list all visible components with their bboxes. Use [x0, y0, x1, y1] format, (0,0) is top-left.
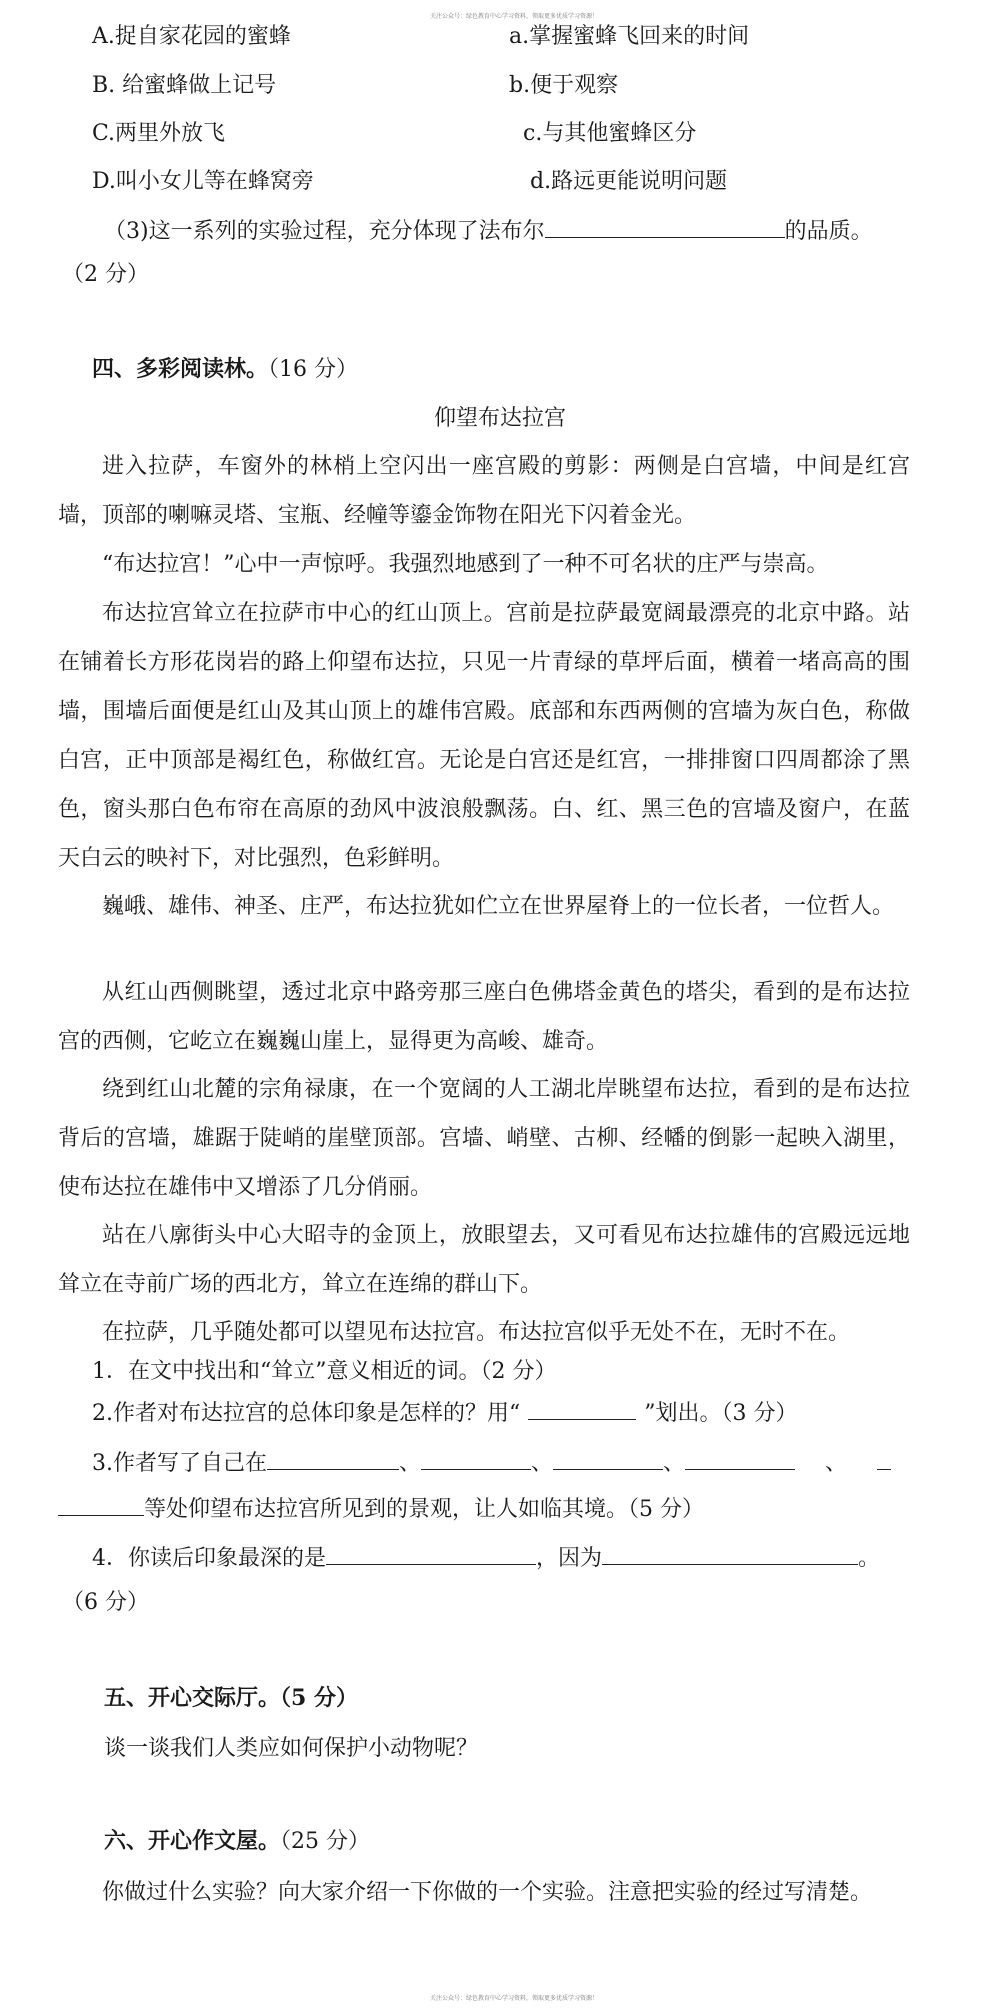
quality-question-score: （2 分） — [62, 262, 149, 287]
match-right-item: c.与其他蜜蜂区分 — [523, 121, 697, 146]
reading-paragraph: “布达拉宫！”心中一声惊呼。我强烈地感到了一种不可名状的庄严与崇高。 — [102, 552, 829, 577]
separator: 、 — [825, 1451, 848, 1476]
reading-paragraph: 在拉萨，几乎随处都可以望见布达拉宫。布达拉宫似乎无处不在，无时不在。 — [102, 1320, 851, 1345]
question-3-text: 3.作者写了自己在 — [92, 1451, 267, 1476]
section6-score: （25 分） — [280, 1829, 371, 1854]
section4-heading-text: 四、多彩阅读林。 — [92, 356, 269, 382]
question-4 — [92, 1542, 880, 1574]
section5-question: 谈一谈我们人类应如何保护小动物呢？ — [104, 1736, 479, 1761]
answer-blank[interactable] — [326, 1542, 536, 1565]
question-1: 1．在文中找出和“耸立”意义相近的词。（2 分） — [92, 1359, 557, 1384]
quality-question-end: 的品质。 — [784, 219, 873, 244]
match-left-item: B. 给蜜蜂做上记号 — [92, 73, 277, 98]
top-watermark: 关注公众号：绿色教育中心学习资料，领取更多优质学习资源！ — [430, 13, 599, 20]
match-right-item: d.路远更能说明问题 — [530, 169, 728, 194]
question-3-cont — [58, 1493, 704, 1525]
answer-blank[interactable] — [58, 1493, 144, 1516]
answer-blank[interactable] — [685, 1447, 795, 1470]
question-4-mid: ，因为 — [536, 1546, 603, 1571]
answer-blank[interactable] — [528, 1397, 636, 1420]
answer-blank[interactable] — [602, 1542, 858, 1565]
answer-blank[interactable] — [553, 1447, 663, 1470]
match-right-item: b.便于观察 — [509, 73, 619, 98]
quality-question-text: （3)这一系列的实验过程，充分体现了法布尔 — [104, 219, 545, 244]
reading-paragraph: 绕到红山北麓的宗角禄康，在一个宽阔的人工湖北岸眺望布达拉，看到的是布达拉背后的宫墙，雄踞于陡峭的崖壁顶部。宫墙、峭壁、古柳、经幡的倒影一起映入湖里，使布达拉在雄伟中又增添了几分俏丽。 — [58, 1077, 910, 1200]
reading-paragraph: 从红山西侧眺望，透过北京中路旁那三座白色佛塔金黄色的塔尖，看到的是布达拉宫的西侧，它屹立在巍巍山崖上，显得更为高峻、雄奇。 — [58, 980, 910, 1054]
answer-blank[interactable] — [421, 1447, 531, 1470]
separator: 、 — [663, 1451, 686, 1476]
match-right-item: a.掌握蜜蜂飞回来的时间 — [509, 24, 750, 49]
question-4-text: 4．你读后印象最深的是 — [92, 1546, 326, 1571]
bottom-watermark: 关注公众号：绿色教育中心学习资料，领取更多优质学习资源！ — [430, 1995, 599, 2002]
quality-question — [104, 215, 873, 247]
section4-score: （16 分） — [268, 357, 359, 382]
question-4-end: 。 — [858, 1546, 881, 1571]
separator: 、 — [531, 1451, 554, 1476]
section6-heading-text: 六、开心作文屋。 — [104, 1828, 281, 1854]
question-3 — [92, 1447, 891, 1479]
reading-paragraph: 站在八廓街头中心大昭寺的金顶上，放眼望去，又可看见布达拉雄伟的宫殿远远地耸立在寺前广场的西北方，耸立在连绵的群山下。 — [58, 1223, 910, 1297]
section4-heading — [92, 354, 358, 385]
match-left-item: A.捉自家花园的蜜蜂 — [92, 24, 291, 49]
reading-title: 仰望布达拉宫 — [434, 406, 567, 431]
answer-blank[interactable] — [545, 215, 785, 238]
reading-paragraph: 进入拉萨，车窗外的林梢上空闪出一座宫殿的剪影：两侧是白宫墙，中间是红宫墙，顶部的喇嘛灵塔、宝瓶、经幢等鎏金饰物在阳光下闪着金光。 — [58, 454, 910, 528]
separator: 、 — [399, 1451, 422, 1476]
reading-paragraph: 巍峨、雄伟、神圣、庄严，布达拉犹如伫立在世界屋脊上的一位长者，一位哲人。 — [102, 894, 895, 919]
match-left-item: C.两里外放飞 — [92, 121, 226, 146]
match-left-item: D.叫小女儿等在蜂窝旁 — [92, 169, 314, 194]
answer-blank[interactable] — [267, 1447, 399, 1470]
question-3-end: 等处仰望布达拉宫所见到的景观，让人如临其境。（5 分） — [144, 1497, 704, 1522]
question-4-score: （6 分） — [62, 1590, 149, 1615]
section5-heading: 五、开心交际厅。（5 分） — [104, 1685, 358, 1711]
answer-blank[interactable] — [877, 1447, 891, 1470]
section6-heading — [104, 1826, 370, 1857]
question-2-text: 2.作者对布达拉宫的总体印象是怎样的？用“ — [92, 1401, 521, 1426]
reading-paragraph: 布达拉宫耸立在拉萨市中心的红山顶上。宫前是拉萨最宽阔最漂亮的北京中路。站在铺着长方形花岗岩的路上仰望布达拉，只见一片青绿的草坪后面，横着一堵高高的围墙，围墙后面便是红山及其山顶上的雄伟宫殿。底部和东西两侧的宫墙为灰白色，称做白宫，正中顶部是褐红色，称做红宫。无论是白宫还是红宫，一排排窗口四周都涂了黑色，窗头那白色布帘在高原的劲风中波浪般飘荡。白、红、黑三色的宫墙及窗户，在蓝天白云的映衬下，对比强烈，色彩鲜明。 — [58, 601, 910, 871]
question-2-end: ”划出。（3 分） — [644, 1401, 798, 1426]
section6-prompt: 你做过什么实验？向大家介绍一下你做的一个实验。注意把实验的经过写清楚。 — [102, 1880, 873, 1905]
question-2 — [92, 1397, 798, 1429]
